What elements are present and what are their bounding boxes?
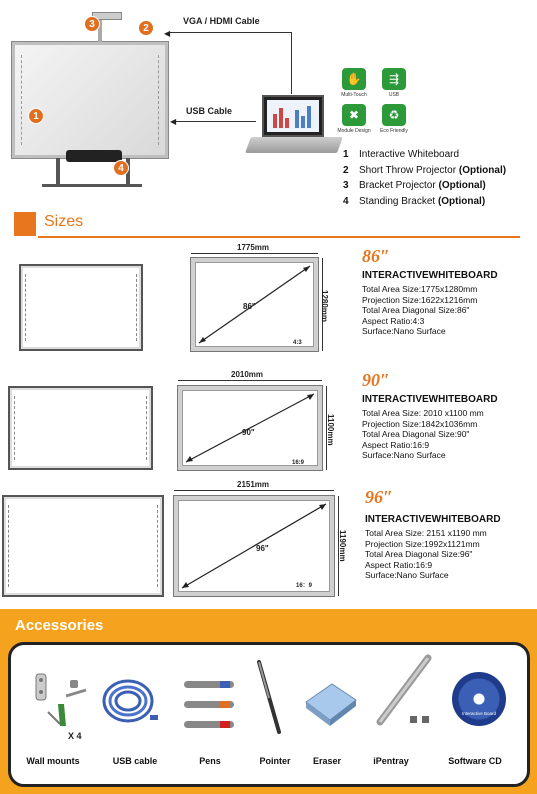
spec-heading: INTERACTIVEWHITEBOARD (362, 394, 498, 405)
feature-module-design (342, 104, 366, 126)
usb-cable-line (176, 121, 256, 122)
item-number: 3 (343, 180, 349, 191)
spec-line: Projection Size:1842x1036mm (362, 418, 478, 429)
accessory-label: Software CD (448, 756, 502, 766)
ratio-label: 16:9 (292, 460, 305, 466)
item-number: 1 (343, 149, 349, 160)
feature-label: Module Design (337, 128, 371, 134)
width-dimension: 2010mm (231, 370, 264, 379)
diagonal-arrow (178, 500, 330, 592)
accessory-label: USB cable (112, 756, 158, 766)
vga-cable-line (291, 32, 292, 94)
dimension-line (191, 253, 318, 254)
item-number: 4 (343, 195, 349, 207)
board-90-diagram (178, 386, 322, 470)
marker-3: 3 (84, 16, 100, 32)
feature-usb (382, 68, 406, 90)
spec-list (362, 284, 477, 337)
spec-line: Total Area Size: 2151 x1190 mm (365, 528, 487, 538)
accessory-label: Eraser (312, 756, 342, 766)
stand-tray (66, 150, 122, 162)
stand-leg (56, 158, 60, 186)
width-dimension: 1775mm (237, 243, 270, 252)
spec-line: Projection Size:1992x1121mm (365, 538, 480, 549)
board-96-thumbnail (2, 495, 164, 597)
spec-line: Total Area Diagonal Size:96" (365, 549, 473, 559)
spec-line: Aspect Ratio:4:3 (362, 315, 425, 326)
spec-line: Aspect Ratio:16:9 (362, 439, 430, 450)
item-number: 2 (343, 164, 349, 176)
arrow-left-icon: ◀ (170, 117, 177, 126)
spec-line: Total Area Diagonal Size:90" (362, 429, 470, 439)
accessory-label: Wall mounts (26, 756, 80, 766)
height-dimension: 1280mm (320, 290, 329, 323)
board-right-ticks (158, 55, 163, 145)
spec-line: Projection Size:1622x1216mm (362, 294, 478, 305)
feature-eco-friendly (382, 104, 406, 126)
size-86-title: 86″ (362, 246, 390, 266)
marker-4: 4 (113, 160, 129, 176)
feature-label: USB (388, 92, 400, 98)
spec-line: Surface:Nano Surface (365, 570, 449, 580)
laptop-keyboard (245, 137, 343, 153)
size-90-title: 90″ (362, 370, 390, 390)
pointer-icon (255, 658, 289, 738)
vga-cable-line (170, 32, 292, 33)
list-item (343, 194, 506, 210)
software-cd-icon (452, 672, 506, 726)
hand-icon: ✋ (342, 68, 366, 90)
item-optional: (Optional) (458, 164, 507, 176)
component-list (343, 147, 506, 209)
pens-icon (180, 675, 242, 735)
board-left-ticks (21, 55, 26, 145)
item-optional: (Optional) (437, 195, 486, 207)
item-text: Standing Bracket (359, 195, 438, 207)
chart-thumbnail-icon (267, 100, 319, 132)
board-96-diagram (174, 496, 334, 596)
height-dimension: 1100mm (326, 414, 335, 446)
spec-list (362, 408, 484, 461)
dimension-line (178, 380, 322, 381)
spec-line: Total Area Size: 2010 x1100 mm (362, 408, 484, 418)
board-90-thumbnail (8, 386, 153, 470)
item-text: Bracket Projector (359, 180, 439, 191)
spec-line: Total Area Diagonal Size:86" (362, 305, 470, 315)
accessory-label: Pointer (259, 756, 291, 766)
feature-label: Multi-Touch (341, 92, 367, 98)
list-item (343, 163, 506, 179)
spec-list (365, 528, 487, 581)
sizes-heading: Sizes (44, 213, 84, 230)
quantity-label: X 4 (68, 731, 82, 741)
wall-mount-icon (30, 670, 90, 730)
list-item (343, 147, 506, 163)
ratio-label: 4:3 (293, 340, 302, 346)
vga-cable-label: VGA / HDMI Cable (183, 16, 260, 26)
eraser-icon (302, 678, 360, 728)
spec-line: Aspect Ratio:16:9 (365, 559, 433, 570)
dimension-line (174, 490, 334, 491)
width-dimension: 2151mm (237, 480, 270, 489)
marker-1: 1 (28, 108, 44, 124)
module-icon: ✖ (342, 104, 366, 126)
leaf-icon: ♻ (382, 104, 406, 126)
ratio-label: 16：9 (296, 583, 313, 589)
item-text: Short Throw Projector (359, 164, 459, 176)
height-dimension: 1190mm (338, 530, 347, 562)
section-marker (14, 212, 36, 236)
spec-heading: INTERACTIVEWHITEBOARD (362, 270, 498, 281)
spec-heading: INTERACTIVEWHITEBOARD (365, 514, 501, 525)
usb-cable-label: USB Cable (186, 106, 233, 116)
size-96-title: 96″ (365, 487, 393, 507)
item-optional: (Optional) (438, 180, 486, 191)
stand-base (42, 184, 142, 187)
accessory-label: iPentray (373, 756, 409, 766)
item-text: Interactive Whiteboard (359, 149, 460, 160)
accessories-heading: Accessories (15, 617, 104, 634)
board-86-thumbnail (19, 264, 143, 351)
spec-line: Surface:Nano Surface (362, 326, 446, 336)
usb-icon: ⇶ (382, 68, 406, 90)
diagonal-label: 96" (256, 544, 269, 553)
cd-label: Interactive Board (462, 711, 497, 716)
list-item (343, 178, 506, 194)
accessory-label: Pens (199, 756, 221, 766)
spec-line: Total Area Size:1775x1280mm (362, 284, 478, 294)
interactive-whiteboard-image (12, 42, 168, 158)
board-86-diagram (191, 258, 318, 351)
diagonal-label: 86" (243, 302, 256, 311)
laptop-image (262, 95, 324, 137)
arrow-left-icon: ◀ (164, 29, 171, 38)
feature-multi-touch (342, 68, 366, 90)
usb-cable-icon (100, 675, 160, 730)
spec-line: Surface:Nano Surface (362, 450, 446, 460)
diagonal-label: 90" (242, 428, 255, 437)
marker-2: 2 (138, 20, 154, 36)
pentray-icon (372, 652, 438, 732)
sizes-underline (38, 236, 520, 238)
feature-label: Eco Friendly (380, 128, 408, 134)
